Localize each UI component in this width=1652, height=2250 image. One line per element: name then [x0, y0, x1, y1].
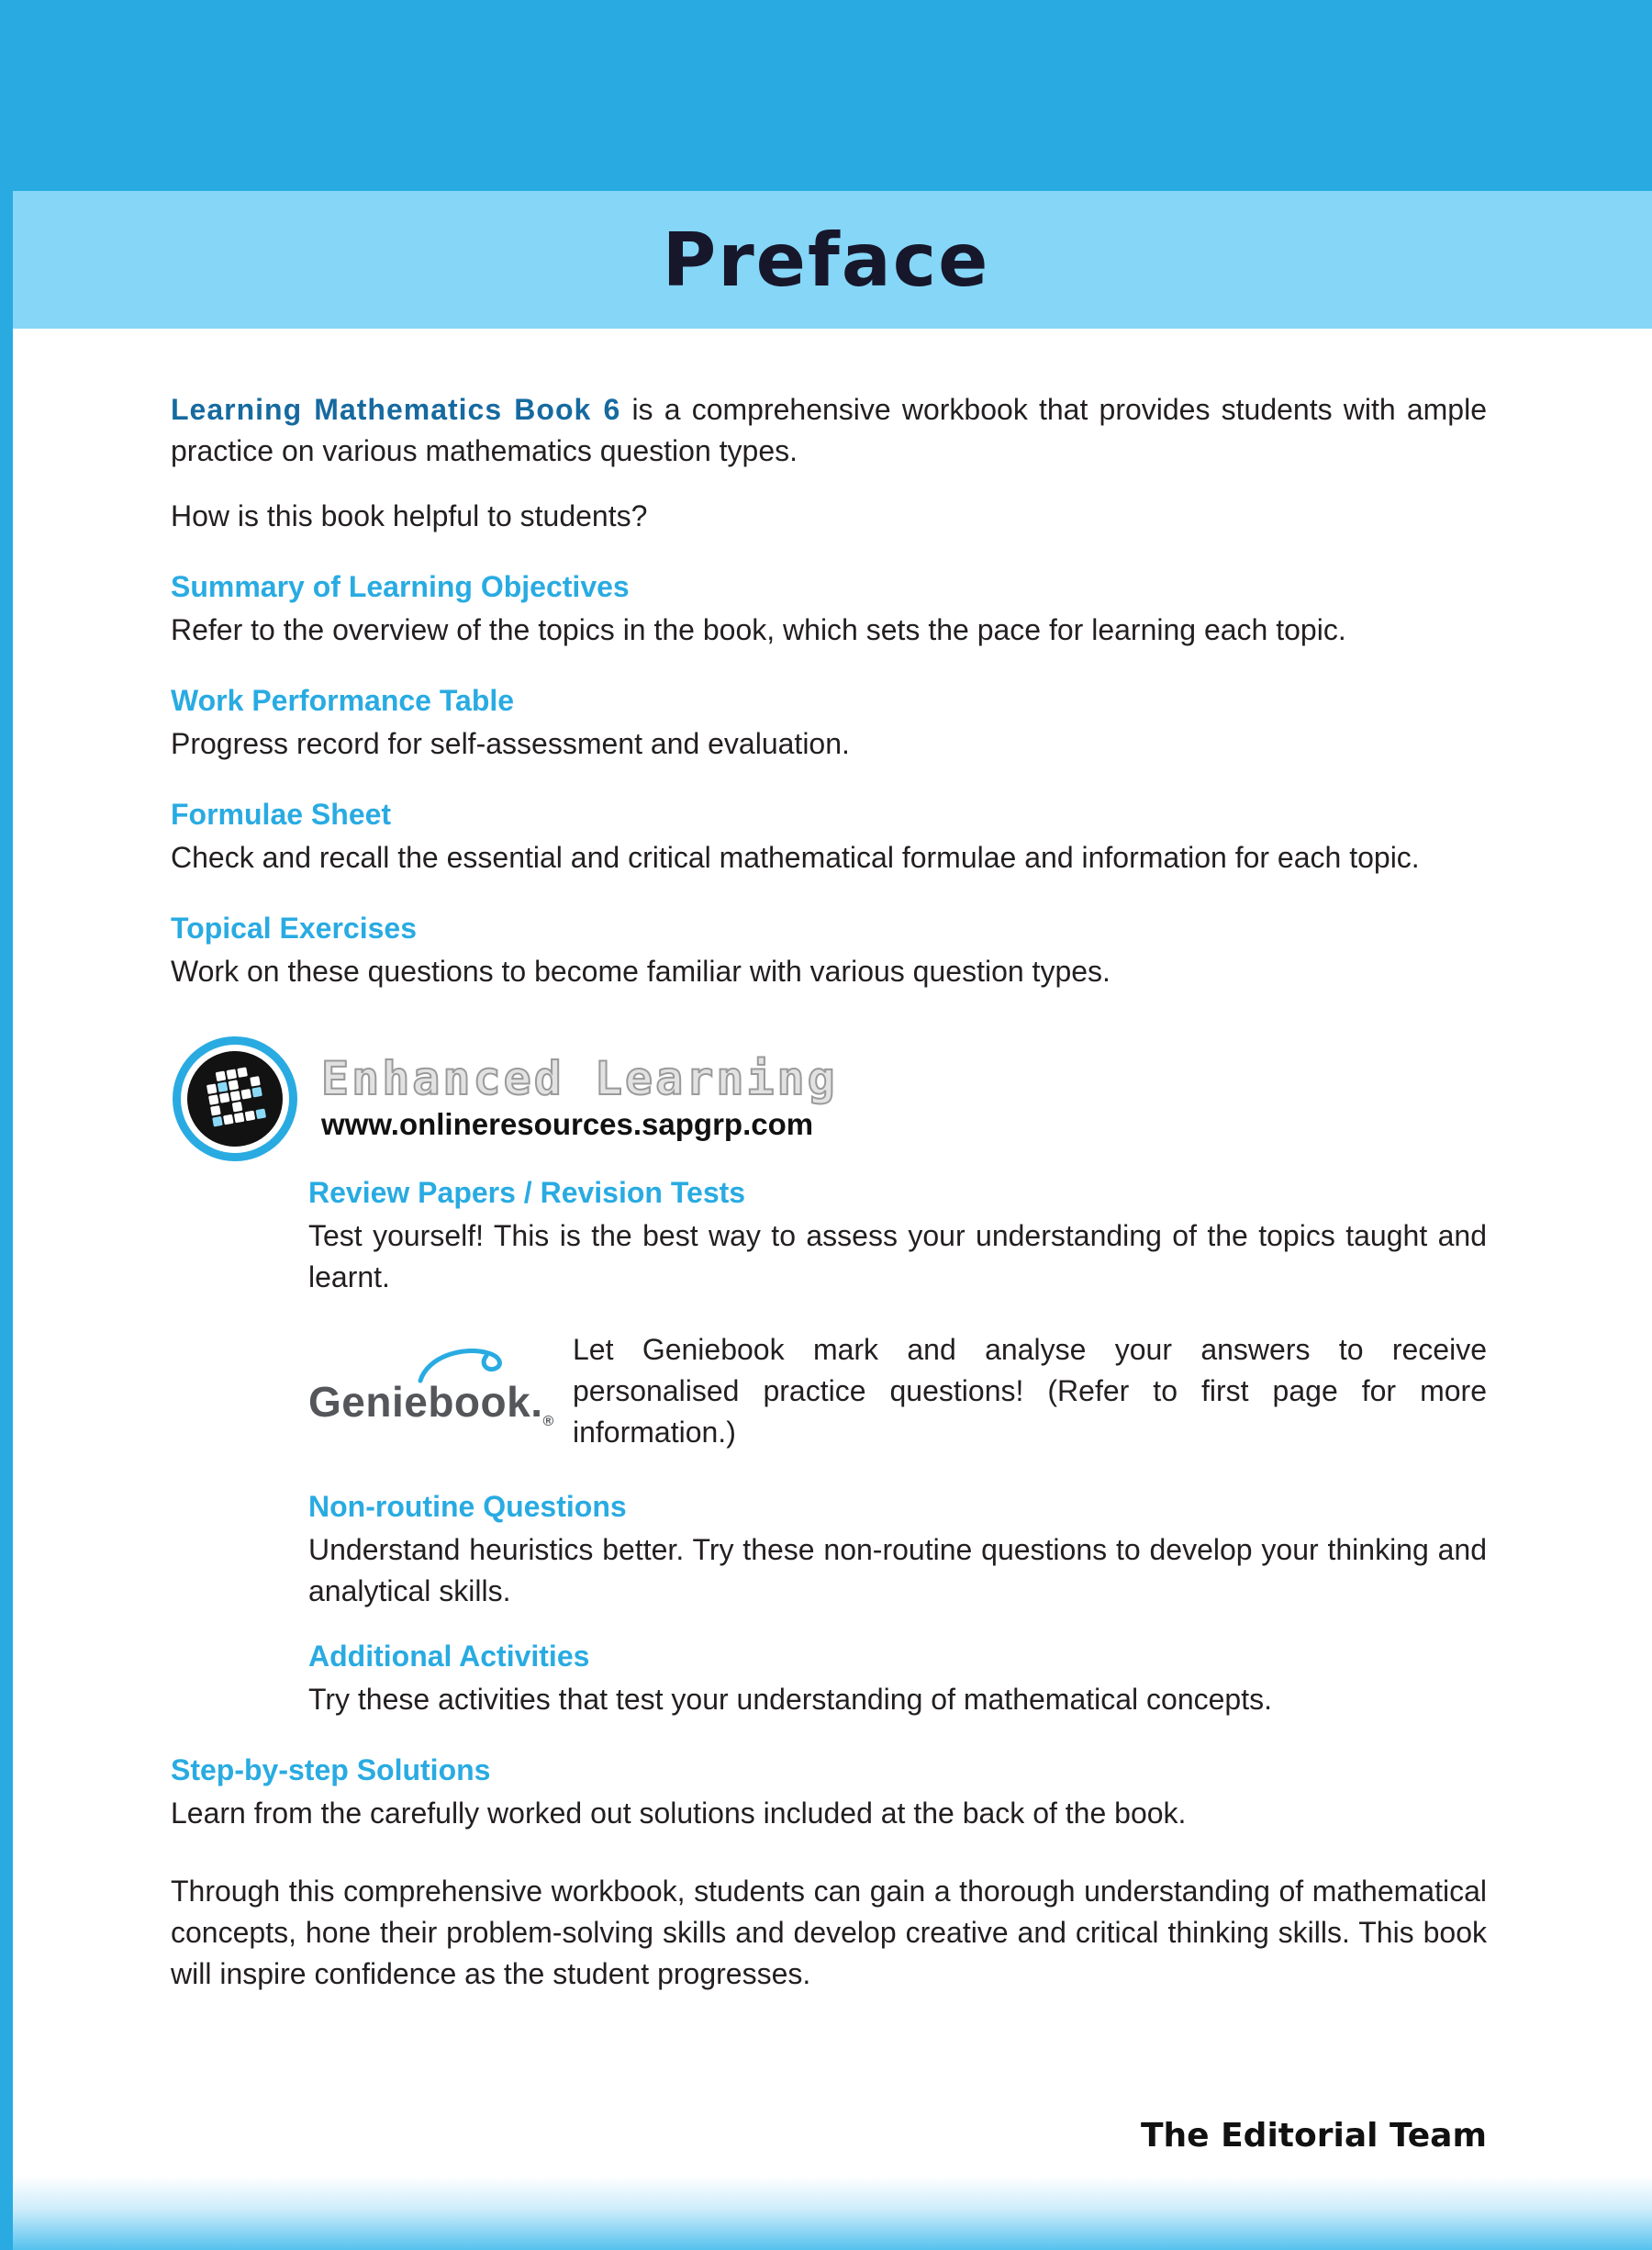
book-title-text: Learning Mathematics Book 6 [171, 393, 621, 426]
page-header [0, 0, 1652, 329]
enhanced-learning-url: www.onlineresources.sapgrp.com [321, 1107, 814, 1141]
section-topical-exercises [171, 908, 1487, 992]
geniebook-swirl-icon [417, 1344, 508, 1384]
section-heading: Additional Activities [308, 1640, 590, 1673]
section-heading: Non-routine Questions [308, 1490, 627, 1523]
section-body: Refer to the overview of the topics in the book, which sets the pace for learning each topic. [171, 613, 1346, 646]
bottom-gradient-band [0, 2177, 1652, 2250]
geniebook-brand-text: Geniebook. [308, 1378, 543, 1426]
left-edge-stripe [0, 0, 13, 2250]
registered-mark: ® [542, 1414, 554, 1429]
section-body: Understand heuristics better. Try these non-routine questions to develop your thinking and analytical skills. [308, 1533, 1487, 1607]
section-summary-of-learning-objectives [171, 566, 1487, 651]
geniebook-body: Let Geniebook mark and analyse your answers to receive personalised practice questions! (Refer to first page for more information.) [573, 1333, 1487, 1449]
section-review-papers [308, 1172, 1487, 1298]
header-top-band [0, 0, 1652, 191]
section-non-routine-questions [308, 1486, 1487, 1612]
section-body: Work on these questions to become familiar with various question types. [171, 955, 1111, 988]
enhanced-learning-title: Enhanced Learning [321, 1052, 838, 1105]
section-heading: Summary of Learning Objectives [171, 570, 630, 603]
section-formulae-sheet [171, 794, 1487, 879]
enhanced-learning-subsections [308, 1172, 1487, 1720]
section-body: Try these activities that test your understanding of mathematical concepts. [308, 1683, 1272, 1716]
section-heading: Formulae Sheet [171, 798, 392, 831]
page-title: Preface [662, 217, 990, 303]
preface-content [0, 329, 1652, 1995]
section-additional-activities [308, 1636, 1487, 1720]
section-heading: Review Papers / Revision Tests [308, 1176, 746, 1209]
section-heading: Topical Exercises [171, 912, 417, 945]
intro-question: How is this book helpful to students? [171, 499, 648, 532]
enhanced-learning-block [171, 1035, 1487, 1163]
closing-paragraph: Through this comprehensive workbook, students can gain a thorough understanding of mathematical concepts, hone their problem-solving skills and develop creative and critical thinking skills. This book will inspire confidence as the student progresses. [171, 1875, 1487, 1990]
geniebook-block [308, 1329, 1487, 1477]
intro-rest-text: is a comprehensive workbook that provides students with ample practice on various mathematics question types. [171, 393, 1488, 467]
section-work-performance-table [171, 680, 1487, 765]
section-body: Test yourself! This is the best way to assess your understanding of the topics taught and learnt. [308, 1219, 1487, 1293]
section-body: Learn from the carefully worked out solutions included at the back of the book. [171, 1797, 1187, 1830]
section-heading: Step-by-step Solutions [171, 1753, 491, 1786]
section-heading: Work Performance Table [171, 684, 515, 717]
enhanced-learning-text [321, 1053, 838, 1145]
intro-paragraph [171, 389, 1487, 472]
enhanced-learning-logo [171, 1035, 299, 1163]
geniebook-wordmark [308, 1377, 554, 1427]
section-body: Progress record for self-assessment and evaluation. [171, 727, 850, 760]
geniebook-logo [308, 1329, 573, 1427]
title-band [0, 191, 1652, 329]
section-body: Check and recall the essential and critical mathematical formulae and information for each topic. [171, 841, 1420, 874]
editorial-team-signature: The Editorial Team [1140, 2117, 1487, 2155]
section-step-by-step-solutions [171, 1750, 1487, 1834]
